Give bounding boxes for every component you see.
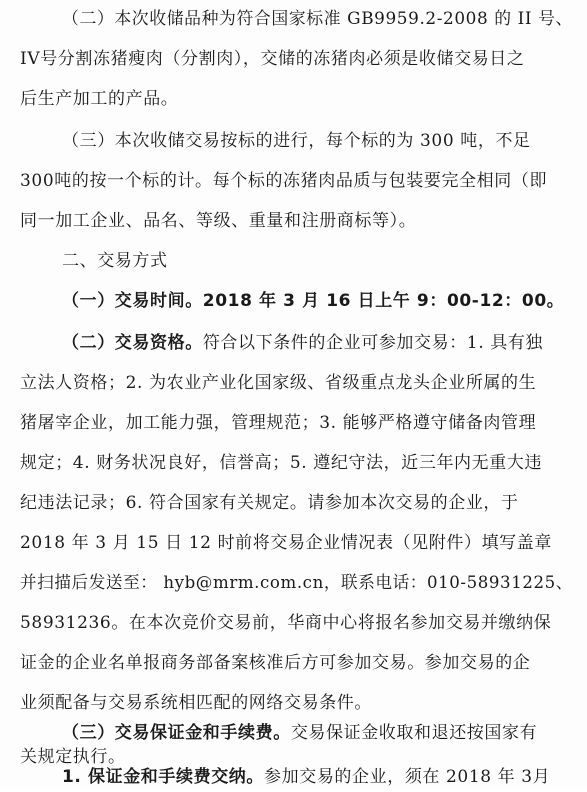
- paragraph-line: [0, 126, 587, 156]
- paragraph-line: [0, 568, 587, 598]
- paragraph-line: [0, 408, 587, 438]
- bold-lead: 1. 保证金和手续费交纳。: [62, 767, 265, 787]
- text-line: 并扫描后发送至： hyb@mrm.com.cn，联系电话：010-58931225、: [20, 573, 573, 593]
- text-line: 纪违法记录；6. 符合国家有关规定。请参加本次交易的企业，于: [20, 493, 519, 513]
- bold-lead: （二）交易资格。: [62, 333, 203, 353]
- paragraph-line: [0, 166, 587, 196]
- text-line: 2018 年 3 月 15 日 12 时前将交易企业情况表（见附件）填写盖章: [20, 533, 552, 553]
- paragraph-line: [0, 528, 587, 558]
- paragraph-line: [0, 688, 587, 718]
- paragraph-line: [0, 368, 587, 398]
- paragraph-line: [0, 328, 587, 358]
- text-line: 立法人资格；2. 为农业产业化国家级、省级重点龙头企业所属的生: [20, 373, 537, 393]
- paragraph-line: [0, 648, 587, 678]
- text-run: 参加交易的企业，须在 2018 年 3月: [264, 767, 551, 787]
- text-line: 300吨的按一个标的计。每个标的冻猪肉品质与包装要完全相同（即: [20, 171, 548, 191]
- text-line: （三）本次收储交易按标的进行，每个标的为 300 吨，不足: [62, 131, 531, 151]
- paragraph-line: [0, 448, 587, 478]
- text-line: 猪屠宰企业，加工能力强，管理规范；3. 能够严格遵守储备肉管理: [20, 413, 537, 433]
- paragraph-line: [0, 4, 587, 34]
- text-line: 同一加工企业、品名、等级、重量和注册商标等）。: [20, 211, 417, 231]
- text-run: 符合以下条件的企业可参加交易：1. 具有独: [202, 333, 544, 353]
- text-line: 证金的企业名单报商务部备案核准后方可参加交易。参加交易的企: [20, 653, 531, 673]
- paragraph-line: [0, 286, 587, 316]
- text-run: 交易保证金收取和退还按国家有: [290, 723, 538, 743]
- paragraph-line: [0, 206, 587, 236]
- text-line: 后生产加工的产品。: [20, 89, 179, 109]
- section-heading-text: 二、交易方式: [62, 251, 168, 271]
- text-line: IV号分割冻猪瘦肉（分割肉），交储的冻猪肉必须是收储交易日之: [20, 49, 525, 69]
- paragraph-line: [0, 84, 587, 114]
- paragraph-line: [0, 44, 587, 74]
- text-line: 业须配备与交易系统相匹配的网络交易条件。: [20, 693, 372, 713]
- paragraph-line: [0, 608, 587, 638]
- text-line: （二）本次收储品种为符合国家标准 GB9959.2-2008 的 II 号、: [62, 9, 573, 29]
- text-line: 规定；4. 财务状况良好，信誉高；5. 遵纪守法，近三年内无重大违: [20, 453, 543, 473]
- section-heading: [0, 246, 587, 276]
- text-line: 58931236。在本次竞价交易前，华商中心将报名参加交易并缴纳保: [20, 613, 552, 633]
- text-line: 关规定执行。: [20, 747, 126, 767]
- paragraph-line: [0, 488, 587, 518]
- bold-lead: （三）交易保证金和手续费。: [62, 723, 291, 743]
- bold-line: （一）交易时间。2018 年 3 月 16 日上午 9：00-12：00。: [62, 291, 565, 311]
